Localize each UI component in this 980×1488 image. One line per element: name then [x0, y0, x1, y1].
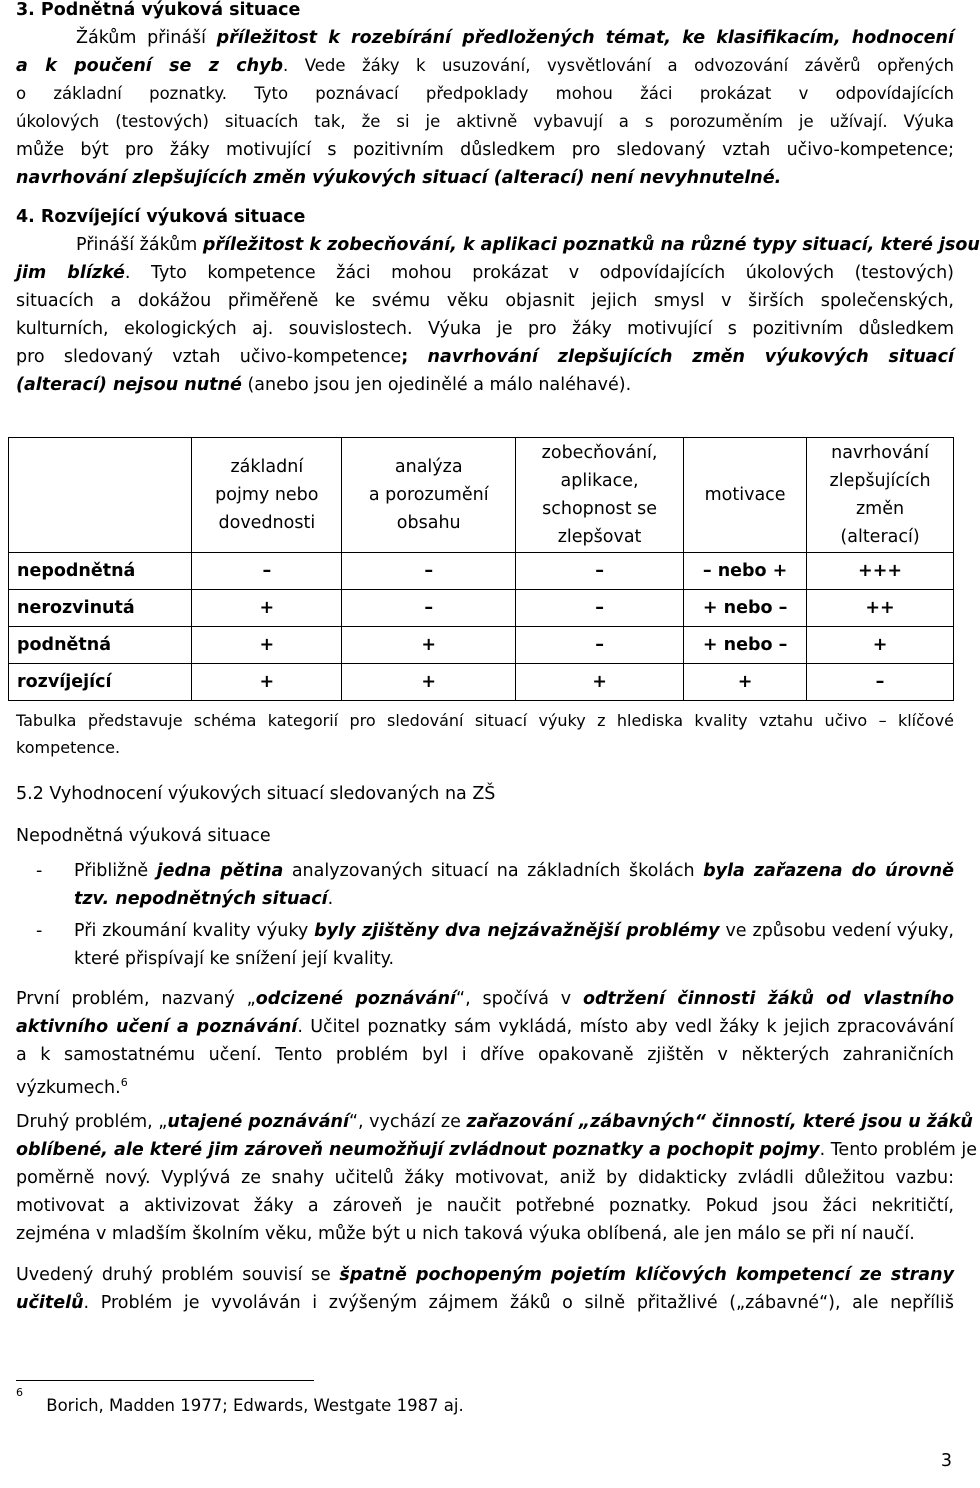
table-row-label: rozvíjející	[9, 664, 192, 701]
footnote-ref[interactable]: 6	[120, 1076, 128, 1089]
table-cell: +	[342, 664, 516, 701]
table-row-label: podnětná	[9, 627, 192, 664]
table-cell: +	[192, 627, 342, 664]
bullet-list	[16, 857, 954, 973]
table-header-cell: navrhování zlepšujících změn (alterací)	[807, 438, 954, 553]
section-4-line: (alterací) nejsou nutné (anebo jsou jen ojedinělé a málo naléhavé).	[16, 375, 632, 395]
table-cell: –	[516, 627, 684, 664]
paragraph-line: a k samostatnému učení. Tento problém byl i dříve opakovaně zjištěn v některých zahraničních	[16, 1045, 954, 1065]
list-item	[16, 857, 954, 913]
paragraph-third	[16, 1261, 954, 1317]
table-cell: –	[192, 553, 342, 590]
paragraph-line: výzkumech.$^6$	[16, 1076, 128, 1098]
table-cell: – nebo +	[684, 553, 807, 590]
section-4-line: jim blízké. Tyto kompetence žáci mohou prokázat v odpovídajících úkolových (testových)	[16, 263, 954, 283]
bullet-line: Při zkoumání kvality výuky byly zjištěny dva nejzávažnější problémy ve způsobu vedení výuky,	[74, 921, 954, 941]
paragraph-line: zejména v mladším školním věku, může být u nich taková výuka oblíbená, ale jen málo se při ní naučí.	[16, 1224, 915, 1244]
paragraph-line: učitelů. Problém je vyvoláván i zvýšeným zájmem žáků o silně přitažlivé („zábavné“), ale nepříliš	[16, 1293, 954, 1313]
section-4-line: kulturních, ekologických aj. souvislostech. Výuka je pro žáky motivující s pozitivním důsledkem	[16, 319, 954, 339]
footnote-text: Borich, Madden 1977; Edwards, Westgate 1987 aj.	[46, 1395, 464, 1415]
table-cell: + nebo –	[684, 590, 807, 627]
table-cell: +	[342, 627, 516, 664]
subsection-heading: Nepodnětná výuková situace	[16, 826, 271, 846]
table-cell: +++	[807, 553, 954, 590]
section-4-line: pro sledovaný vztah učivo-kompetence; navrhování zlepšujících změn výukových situací	[16, 347, 954, 367]
table-row	[9, 664, 954, 701]
section-4-line: situacích a dokážou přiměřeně ke svému věku objasnit jejich smysl v širších společenských,	[16, 291, 954, 311]
paragraph-line: První problém, nazvaný „odcizené poznávání“, spočívá v odtržení činnosti žáků od vlastního	[16, 989, 954, 1009]
table-corner-cell	[9, 438, 192, 553]
section-3-line: o základní poznatky. Tyto poznávací předpoklady mohou žáci prokázat v odpovídajících	[16, 84, 954, 103]
paragraph-line: poměrně nový. Vyplývá ze snahy učitelů žáky motivovat, aniž by didakticky zvládli důležitou vazbu:	[16, 1168, 954, 1188]
table-cell: –	[342, 590, 516, 627]
bullet-line: tzv. nepodnětných situací.	[74, 889, 334, 909]
table-cell: +	[516, 664, 684, 701]
section-4-heading: 4. Rozvíjející výuková situace	[16, 207, 306, 227]
paragraph-line: motivovat a aktivizovat žáky a zároveň je naučit potřebné poznatky. Pokud jsou žáci nekritičtí,	[16, 1196, 954, 1216]
section-3-heading: 3. Podnětná výuková situace	[16, 0, 301, 20]
section-4-line: Přináší žákům příležitost k zobecňování, k aplikaci poznatků na různé typy situací, které jsou	[76, 235, 980, 255]
table-cell: –	[807, 664, 954, 701]
list-item	[16, 917, 954, 973]
paragraph-second-problem	[16, 1108, 978, 1248]
paragraph-line: aktivního učení a poznávání. Učitel poznatky sám vykládá, místo aby vedl žáky k jejich zpracovávání	[16, 1017, 955, 1037]
paragraph-line: oblíbené, ale které jim zároveň neumožňují zvládnout poznatky a pochopit pojmy. Tento problém je	[16, 1140, 978, 1160]
table-header-row	[9, 438, 954, 553]
section-3-line: navrhování zlepšujících změn výukových situací (alterací) není nevyhnutelné.	[16, 168, 782, 188]
table-row-label: nepodnětná	[9, 553, 192, 590]
section-3-line: Žákům přináší příležitost k rozebírání předložených témat, ke klasifikacím, hodnocení	[76, 28, 954, 48]
caption-line: Tabulka představuje schéma kategorií pro sledování situací výuky z hlediska kvality vztahu učivo – klíčové	[16, 711, 954, 730]
section-heading: 5.2 Vyhodnocení výukových situací sledovaných na ZŠ	[16, 784, 496, 804]
page-number: 3	[940, 1451, 952, 1471]
paragraph-line: Druhý problém, „utajené poznávání“, vychází ze zařazování „zábavných“ činností, které jsou u žáků	[16, 1112, 973, 1132]
situation-category-table	[8, 437, 954, 701]
footnote-rule	[16, 1380, 314, 1381]
section-3-line: a k poučení se z chyb. Vede žáky k usuzování, vysvětlování a odvozování závěrů opřených	[16, 56, 954, 76]
table-header-cell: analýza a porozumění obsahu	[342, 438, 516, 553]
paragraph-first-problem	[16, 985, 954, 1102]
table-header-cell: motivace	[684, 438, 807, 553]
section-3-line: úkolových (testových) situacích tak, že si je aktivně vybavují a s porozuměním je užívají. Výuka	[16, 112, 954, 131]
table-header-cell: zobecňování, aplikace, schopnost se zlepšovat	[516, 438, 684, 553]
section-3-line: může být pro žáky motivující s pozitivním důsledkem pro sledovaný vztah učivo-kompetence;	[16, 140, 954, 160]
section-4	[16, 203, 980, 399]
table-cell: –	[516, 590, 684, 627]
table-cell: ++	[807, 590, 954, 627]
section-3	[16, 0, 954, 192]
table-row	[9, 553, 954, 590]
table-caption	[16, 707, 954, 761]
table-cell: –	[342, 553, 516, 590]
bullet-line: Přibližně jedna pětina analyzovaných situací na základních školách byla zařazena do úrovně	[74, 861, 954, 881]
table-cell: +	[807, 627, 954, 664]
footnote-number: 6	[16, 1386, 23, 1399]
bullet-line: které přispívají ke snížení její kvality.	[74, 949, 395, 969]
caption-line: kompetence.	[16, 738, 121, 757]
bullet-dash: -	[36, 921, 43, 941]
table-cell: +	[192, 590, 342, 627]
table-cell: + nebo –	[684, 627, 807, 664]
footnote	[16, 1386, 464, 1415]
table-header-cell: základní pojmy nebo dovednosti	[192, 438, 342, 553]
table-cell: –	[516, 553, 684, 590]
paragraph-line: Uvedený druhý problém souvisí se špatně pochopeným pojetím klíčových kompetencí ze strany	[16, 1265, 954, 1285]
table-cell: +	[684, 664, 807, 701]
table-cell: +	[192, 664, 342, 701]
table-row-label: nerozvinutá	[9, 590, 192, 627]
table-row	[9, 590, 954, 627]
bullet-dash: -	[36, 861, 43, 881]
table-row	[9, 627, 954, 664]
